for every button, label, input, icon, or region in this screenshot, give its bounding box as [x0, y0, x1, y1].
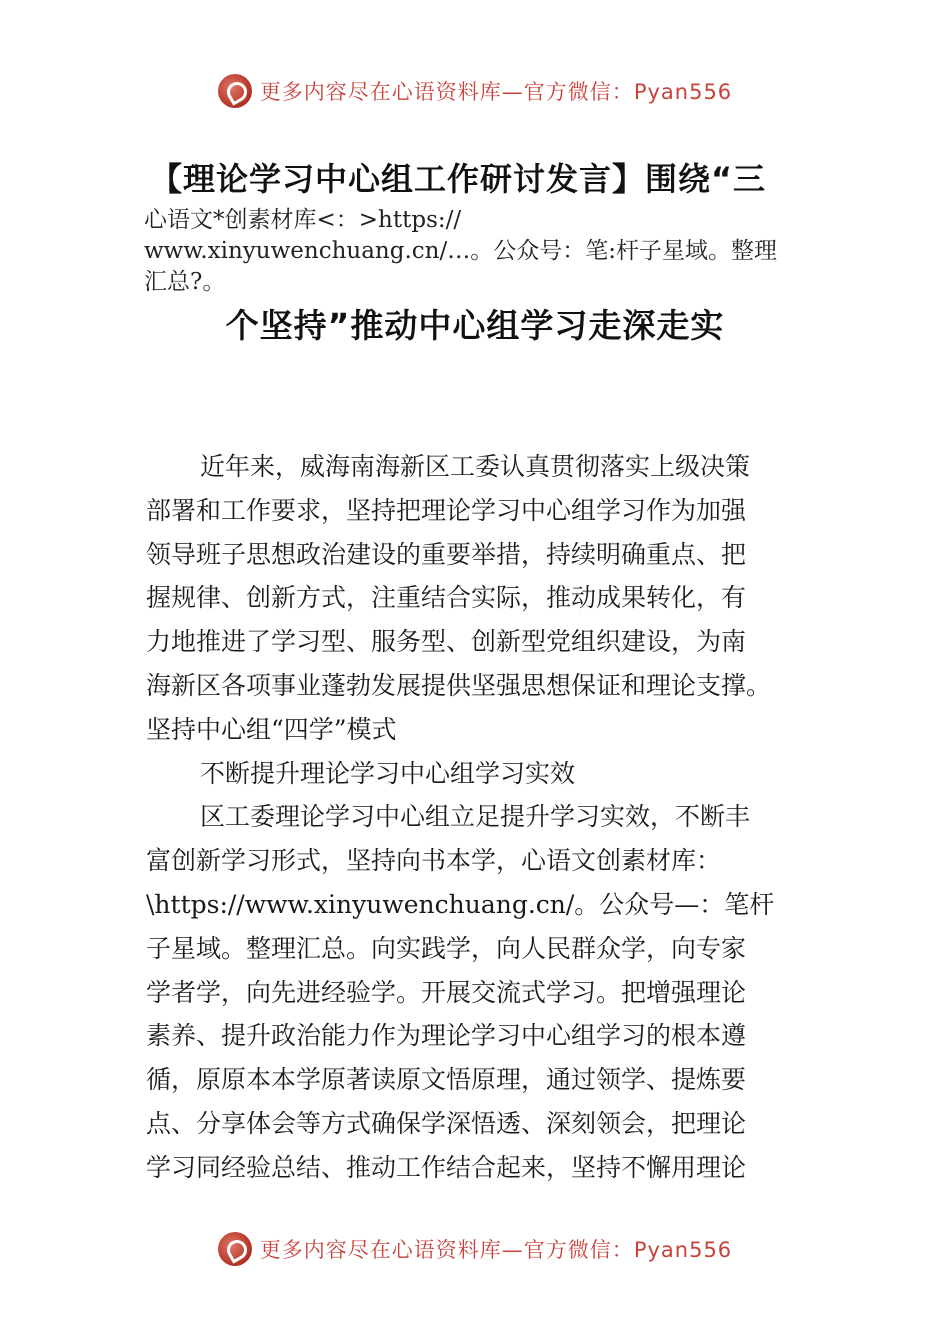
section-subheading: 不断提升理论学习中心组学习实效 — [200, 758, 576, 788]
body-line: 点、分享体会等方式确保学深悟透、深刻领会，把理论 — [146, 1108, 747, 1138]
body-line: 学习同经验总结、推动工作结合起来，坚持不懈用理论 — [146, 1152, 747, 1182]
brand-logo-icon — [218, 74, 252, 108]
body-line: 握规律、创新方式，注重结合实际，推动成果转化，有 — [146, 583, 747, 613]
body-line: 学者学，向先进经验学。开展交流式学习。把增强理论 — [146, 977, 747, 1007]
banner-text — [260, 76, 732, 106]
body-line: 富创新学习形式，坚持向书本学，心语文创素材库： — [146, 846, 722, 876]
watermark-line: 汇总?。 — [144, 269, 226, 295]
document-title-line-1: 【理论学习中心组工作研讨发言】围绕“三 — [150, 160, 767, 198]
body-line: 力地推进了学习型、服务型、创新型党组织建设，为南 — [146, 627, 747, 657]
banner-text — [260, 1234, 732, 1264]
body-line: 近年来，威海南海新区工委认真贯彻落实上级决策 — [200, 452, 751, 481]
watermark-text — [144, 205, 844, 298]
header-banner — [0, 74, 950, 108]
watermark-line: 心语文*创素材库<：>https:// — [144, 207, 462, 233]
body-line: \https://www.xinyuwenchuang.cn/。公众号—：笔杆 — [146, 889, 775, 919]
body-line: 海新区各项事业蓬勃发展提供坚强思想保证和理论支撑。 — [146, 670, 772, 700]
banner-label: 更多内容尽在心语资料库—官方微信： — [259, 1238, 634, 1262]
wechat-id: Pyan556 — [633, 80, 733, 104]
banner-label: 更多内容尽在心语资料库—官方微信： — [259, 80, 634, 104]
brand-logo-icon — [218, 1232, 252, 1266]
document-body — [146, 445, 826, 1190]
body-line: 部署和工作要求，坚持把理论学习中心组学习作为加强 — [146, 495, 747, 525]
body-line: 素养、提升政治能力作为理论学习中心组学习的根本遵 — [146, 1021, 747, 1051]
footer-banner — [0, 1232, 950, 1266]
body-line: 子星域。整理汇总。向实践学，向人民群众学，向专家 — [146, 933, 747, 963]
body-line: 循，原原本本学原著读原文悟原理，通过领学、提炼要 — [146, 1065, 747, 1095]
section-heading: 坚持中心组“四学”模式 — [146, 714, 397, 744]
watermark-line: www.xinyuwenchuang.cn/…。公众号：笔:杆子星域。整理 — [144, 238, 777, 264]
document-title-line-2: 个坚持”推动中心组学习走深走实 — [225, 306, 725, 345]
wechat-id: Pyan556 — [633, 1238, 733, 1262]
body-line: 领导班子思想政治建设的重要举措，持续明确重点、把 — [146, 539, 747, 569]
body-line: 区工委理论学习中心组立足提升学习实效，不断丰 — [200, 802, 751, 832]
